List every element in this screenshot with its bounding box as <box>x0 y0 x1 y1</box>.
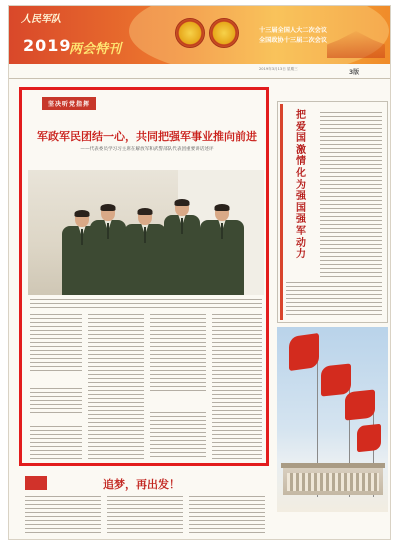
bottom-body-text <box>25 496 101 534</box>
red-flag-icon <box>321 363 351 396</box>
body-column <box>150 314 206 394</box>
section-tag: 坚决听党指挥 <box>42 97 96 110</box>
session-line-cppcc: 全国政协十三届二次会议 <box>259 37 328 44</box>
info-bar <box>9 64 390 79</box>
red-flag-icon <box>357 424 381 453</box>
masthead-special-edition: 两会特刊 <box>69 42 122 57</box>
national-emblem-icon <box>175 18 205 48</box>
session-line-npc: 十三届全国人大二次会议 <box>259 27 328 34</box>
photo-caption <box>30 299 262 308</box>
bottom-body-text <box>189 496 265 534</box>
bottom-headline[interactable]: 追梦，再出发！ <box>103 478 180 491</box>
newspaper-page <box>8 5 391 540</box>
main-subheadline: ——代表委员学习习主席在解放军和武警部队代表团重要讲话述评 <box>80 147 214 152</box>
delegates-photo <box>28 170 264 295</box>
body-column <box>30 314 82 374</box>
side-article-title[interactable]: 把爱国激情化为强国强军动力 <box>296 110 306 261</box>
great-hall-building <box>283 467 383 495</box>
edition-number: 3版 <box>349 69 360 76</box>
cppcc-emblem-icon <box>209 18 239 48</box>
bottom-tag-icon <box>25 476 47 490</box>
side-body-text <box>286 282 382 318</box>
soldier-figure <box>124 209 166 295</box>
session-labels <box>259 26 327 46</box>
soldier-figure <box>200 205 244 295</box>
main-article-highlighted[interactable] <box>19 87 269 466</box>
body-column <box>30 426 82 460</box>
masthead-brand: 人民军队 <box>21 14 61 25</box>
main-headline[interactable]: 军政军民团结一心，共同把强军事业推向前进 <box>37 130 257 143</box>
side-article[interactable] <box>277 101 388 323</box>
masthead-banner <box>9 6 390 64</box>
body-column <box>30 388 82 414</box>
caption-text-lines <box>30 299 262 308</box>
body-column <box>212 314 262 460</box>
red-flag-icon <box>289 333 319 371</box>
body-column <box>150 412 206 460</box>
soldier-figure <box>90 205 126 295</box>
soldier-figure <box>164 200 200 295</box>
side-body-text <box>320 112 382 277</box>
side-article-stripe <box>280 104 283 320</box>
issue-date: 2019年3月13日 星期三 <box>259 67 298 71</box>
tiananmen-flags-photo <box>277 327 388 512</box>
red-flag-icon <box>345 389 375 420</box>
body-column <box>88 314 144 460</box>
bottom-body-text <box>107 496 183 534</box>
masthead-year: 2019 <box>23 36 72 55</box>
